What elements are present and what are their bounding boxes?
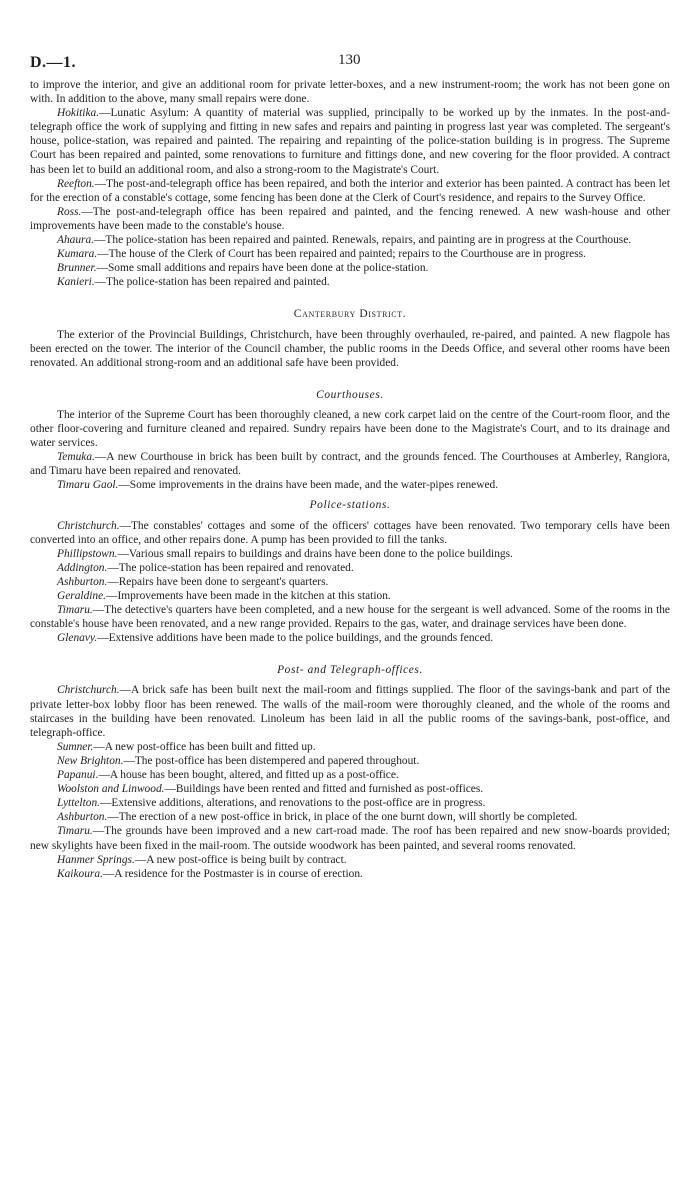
- section-heading-canterbury: Canterbury District.: [293, 308, 407, 321]
- paragraph: Kanieri.—The police-station has been repaired and painted.: [57, 276, 330, 289]
- place-name: Christchurch.: [57, 519, 120, 532]
- paragraph: Hanmer Springs.—A new post-office is being built by contract.: [57, 853, 347, 866]
- place-name: Addington.: [57, 561, 108, 574]
- place-name: Lyttelton.: [57, 797, 101, 810]
- page-body: [30, 78, 670, 881]
- westland-section: [30, 78, 670, 289]
- paragraph: Lyttelton.—Extensive additions, alterations, and renovations to the post-office are in progress.: [57, 797, 486, 810]
- paragraph: Kaikoura.—A residence for the Postmaster is in course of erection.: [57, 867, 363, 880]
- paragraph: Ashburton.—Repairs have been done to sergeant's quarters.: [57, 575, 329, 588]
- subheading-police-stations: Police-stations.: [309, 499, 391, 512]
- paragraph: Ahaura.—The police-station has been repaired and painted. Renewals, repairs, and painting are in progress at the Courthouse.: [57, 234, 632, 247]
- paragraph: Ashburton.—The erection of a new post-office in brick, in place of the one burnt down, will shortly be completed.: [57, 811, 578, 824]
- place-name: Papanui.: [57, 769, 99, 782]
- place-name: Kumara.: [57, 248, 98, 261]
- paragraph: Addington.—The police-station has been repaired and renovated.: [57, 561, 354, 574]
- place-name: Christchurch.: [57, 684, 120, 697]
- paragraph: The exterior of the Provincial Buildings, Christchurch, have been throughly overhauled, re-paired, and painted. A new flagpole has been erected on the tower. The interior of the Council chamber, the public rooms in the Deeds Office, and several other rooms have been renovated. An additional strong-room and an additional safe have been provided.: [30, 328, 670, 369]
- paragraph: Christchurch.—The constables' cottages and some of the officers' cottages have been renovated. Two temporary cells have been converted into an office, and other repairs done. A pump has been provided to fill the tanks.: [30, 519, 670, 546]
- paragraph: Christchurch.—A brick safe has been built next the mail-room and fittings supplied. The floor of the savings-bank and part of the private letter-box lobby floor has been renewed. The walls of the mail-room were thoroughly cleaned, and the whole of the rooms and staircases in the building have been renovated. Linoleum has been laid in all the public rooms of the savings-bank, post-office, and telegraph-office.: [30, 684, 670, 739]
- place-name: Geraldine.: [57, 590, 107, 602]
- paragraph: Temuka.—A new Courthouse in brick has been built by contract, and the grounds fenced. The Courthouses at Amberley, Rangiora, and Timaru have been repaired and renovated.: [30, 451, 670, 478]
- place-name: Hokitika.: [57, 107, 100, 120]
- place-name: Kaikoura.: [57, 867, 103, 880]
- paragraph: Glenavy.—Extensive additions have been made to the police buildings, and the grounds fenced.: [57, 632, 494, 645]
- place-name: Brunner.: [57, 262, 97, 275]
- subheading-post-offices: Post- and Telegraph-offices.: [277, 664, 423, 677]
- paragraph: Hokitika.—Lunatic Asylum: A quantity of material was supplied, principally to be worked up by the inmates. In the post-and-telegraph office the work of supplying and fitting in new safes and repairs and painting in progress last year was completed. The sergeant's house, police-station, was repaired and painted. The repairing and repainting of the police-station building is in progress. The Supreme Court has been repaired and painted, some renovations to furniture and fittings done, and new covering for the floor provided. A contract has been let to build an additional room, and also a strong-room to the Magistrate's Court.: [30, 107, 670, 176]
- place-name: Temuka.: [57, 451, 95, 464]
- place-name: Hanmer Springs.: [57, 853, 135, 866]
- paragraph: New Brighton.—The post-office has been distempered and papered throughout.: [57, 754, 420, 767]
- paragraph: The interior of the Supreme Court has been thoroughly cleaned, a new cork carpet laid on the centre of the Court-room floor, and the other floor-covering and furniture cleaned and repaired. Sundry repairs have been done to the Magistrate's Court, and to its drainage and water services.: [30, 408, 670, 450]
- paragraph: Phillipstown.—Various small repairs to buildings and drains have been done to the police buildings.: [57, 547, 513, 560]
- place-name: Woolston and Linwood.: [57, 783, 165, 796]
- place-name: Glenavy.: [57, 632, 98, 645]
- paragraph: Brunner.—Some small additions and repairs have been done at the police-station.: [57, 262, 429, 275]
- place-name: Ross.: [57, 205, 82, 218]
- subheading-courthouses: Courthouses.: [316, 388, 384, 401]
- paragraph: Sumner.—A new post-office has been built and fitted up.: [57, 740, 316, 753]
- paragraph: Geraldine.—Improvements have been made in the kitchen at this station.: [57, 590, 391, 602]
- place-name: Reefton.: [57, 177, 95, 190]
- place-name: Kanieri.: [57, 276, 95, 289]
- paragraph: Ross.—The post-and-telegraph office has been repaired and painted, and the fencing renewed. A new wash-house and other improvements have been made to the constable's house.: [30, 205, 670, 232]
- paragraph: to improve the interior, and give an additional room for private letter-boxes, and a new instrument-room; the work has not been gone on with. In addition to the above, many small repairs were done.: [30, 79, 670, 106]
- place-name: Phillipstown.: [57, 547, 118, 560]
- place-name: New Brighton.: [57, 754, 124, 767]
- place-name: Ashburton.: [57, 811, 108, 824]
- paragraph: Timaru Gaol.—Some improvements in the drains have been made, and the water-pipes renewed.: [57, 479, 499, 492]
- place-name: Ashburton.: [57, 575, 108, 588]
- place-name: Sumner.: [57, 740, 94, 753]
- place-name: Timaru.: [57, 604, 93, 617]
- paragraph: Kumara.—The house of the Clerk of Court has been repaired and painted; repairs to the Courthouse are in progress.: [57, 248, 586, 261]
- paragraph: Timaru.—The grounds have been improved and a new cart-road made. The roof has been repaired and new snow-boards provided; new skylights have been fixed in the mail-room. The outside woodwork has been painted, and several rooms renovated.: [30, 825, 670, 852]
- place-name: Timaru.: [57, 825, 93, 838]
- paragraph: Timaru.—The detective's quarters have been completed, and a new house for the sergeant is well advanced. Some of the rooms in the constable's house have been renovated, and a new range provided. Repairs to the gas, water, and drainage services have been done.: [30, 604, 670, 631]
- paragraph: Papanui.—A house has been bought, altered, and fitted up as a post-office.: [57, 769, 399, 782]
- place-name: Ahaura.: [57, 234, 95, 247]
- place-name: Timaru Gaol.: [57, 479, 119, 492]
- document-reference: D.—1.: [30, 54, 77, 71]
- paragraph: Reefton.—The post-and-telegraph office has been repaired, and both the interior and exterior has been painted. A contract has been let for the erection of a constable's cottage, some fencing has been done at the Clerk of Court's residence, and repairs to the Survey Office.: [30, 177, 670, 204]
- paragraph: Woolston and Linwood.—Buildings have been rented and fitted and furnished as post-offices.: [57, 783, 484, 796]
- page-number: 130: [338, 52, 361, 68]
